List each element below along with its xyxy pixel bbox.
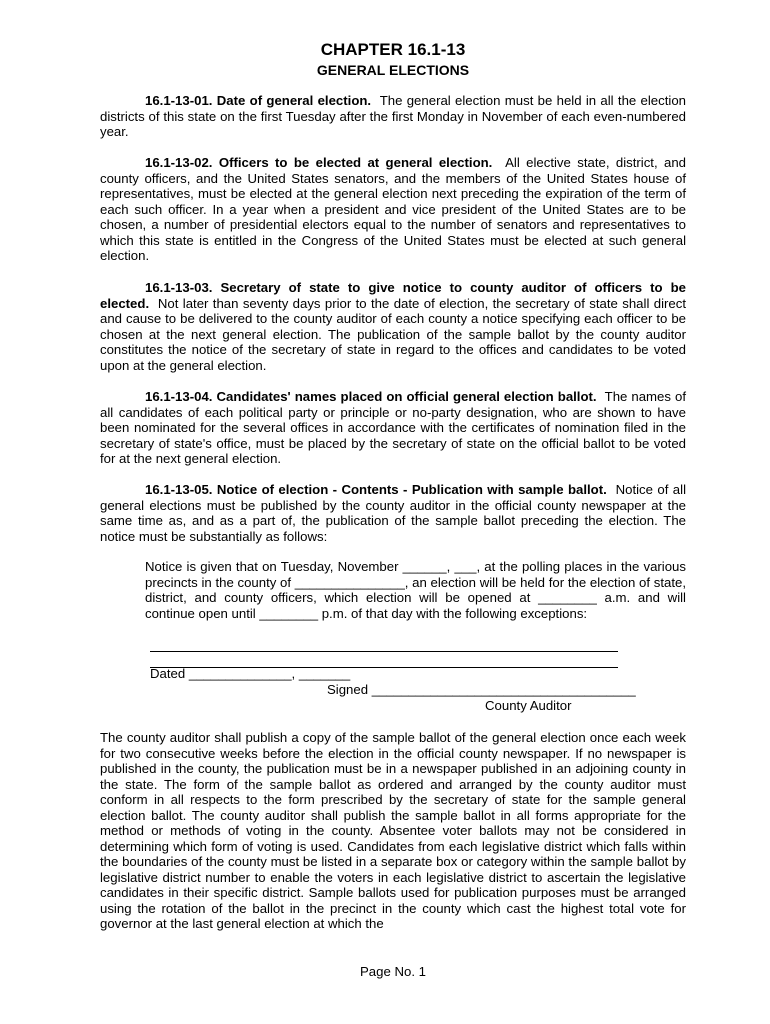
signed-line: Signed ____________________________________ xyxy=(327,682,636,697)
chapter-title: GENERAL ELECTIONS xyxy=(316,62,470,78)
section-16-1-13-01 xyxy=(100,93,686,140)
section-heading: 16.1-13-04. Candidates' names placed on official general election ballot. xyxy=(145,389,597,404)
county-auditor-label: County Auditor xyxy=(485,698,572,713)
section-16-1-13-04 xyxy=(100,389,686,467)
page-number: Page No. 1 xyxy=(360,964,426,979)
exceptions-blank-line xyxy=(150,651,618,652)
closing-paragraph: The county auditor shall publish a copy of the sample ballot of the general election once each week for two consecutive weeks before the election in the official county newspaper. If no newspaper is published in the county, the publication must be in a newspaper published in an adjoining county in the state. The form of the sample ballot as ordered and arranged by the county auditor must conform in all respects to the form prescribed by the secretary of state for the sample general election ballot. The county auditor shall publish the sample ballot in all forms appropriate for the method or methods of voting in the county. Absentee voter ballots may not be considered in determining which form of voting is used. Candidates from each legislative district which falls within the boundaries of the county must be listed in a separate box or category within the sample ballot by legislative district number to enable the voters in each legislative district to ascertain the legislative candidates in their specific district. Sample ballots used for publication purposes must be arranged using the rotation of the ballot in the precinct in the county which cast the highest total vote for governor at the last general election at which the xyxy=(100,730,686,931)
notice-body: Notice is given that on Tuesday, November ______, ___, at the polling places in the various precincts in the county of _______________, an election will be held for the election of state, district, and county officers, which election will be opened at ________ a.m. and will continue open until ________ p.m. of that day with the following exceptions: xyxy=(145,559,686,621)
section-heading: 16.1-13-01. Date of general election. xyxy=(145,93,372,108)
section-text: The general election must be held in all the election districts of this state on the first Tuesday after the first Monday in November of each even-numbered year. xyxy=(100,93,687,139)
dated-line: Dated ______________, _______ xyxy=(150,666,351,681)
section-text: Notice of all general elections must be published by the county auditor in the official county newspaper at the same time as, and as a part of, the publication of the sample ballot preceding the election. The notice must be substantially as follows: xyxy=(100,482,687,544)
section-16-1-13-03 xyxy=(100,280,686,373)
chapter-heading: CHAPTER 16.1-13 xyxy=(320,40,466,59)
section-heading: 16.1-13-03. Secretary of state to give notice to county auditor of officers to be elected. xyxy=(100,280,686,311)
section-text: All elective state, district, and county officers, and the United States senators, and the members of the United States house of representatives, must be elected at the general election next preceding the expiration of the term of each such officer. In a year when a president and vice president of the United States are to be chosen, a number of presidential electors equal to the number of senators and representatives to which this state is entitled in the Congress of the United States must be elected at such general election. xyxy=(100,155,687,263)
section-text: Not later than seventy days prior to the date of election, the secretary of state shall direct and cause to be delivered to the county auditor of each county a notice specifying each officer to be chosen at the next general election. The publication of the sample ballot by the county auditor constitutes the notice of the secretary of state in regard to the offices and candidates to be voted upon at the general election. xyxy=(100,295,686,373)
section-heading: 16.1-13-05. Notice of election - Contents - Publication with sample ballot. xyxy=(145,482,607,497)
section-16-1-13-02 xyxy=(100,155,686,264)
section-16-1-13-05 xyxy=(100,482,686,544)
section-heading: 16.1-13-02. Officers to be elected at general election. xyxy=(145,155,493,170)
section-text: The names of all candidates of each political party or principle or no-party designation, who are shown to have been nominated for the several offices in accordance with the certificates of nomination filed in the secretary of state's office, must be placed by the secretary of state on the official ballot to be voted for at the next general election. xyxy=(100,389,686,466)
